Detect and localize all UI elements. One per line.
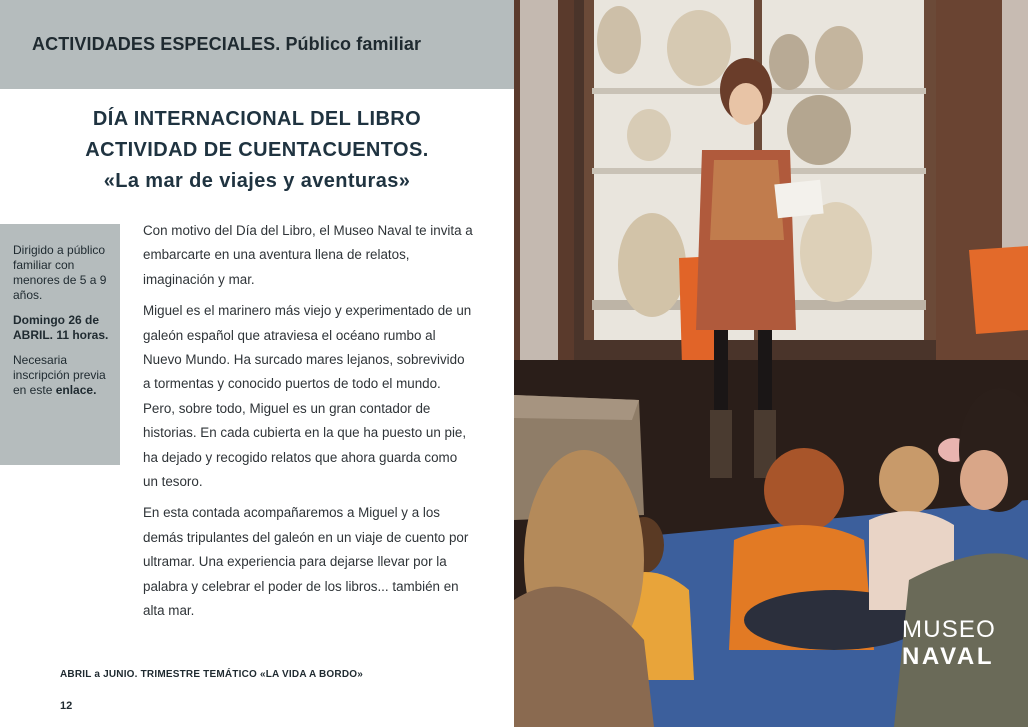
event-description — [143, 219, 473, 631]
quarter-theme-line: ABRIL a JUNIO. TRIMESTRE TEMÁTICO «LA VIDA A BORDO» — [60, 669, 363, 680]
museo-naval-logo — [902, 617, 1012, 671]
registration-info — [13, 353, 110, 398]
logo-line-2: NAVAL — [902, 643, 995, 670]
heading-line-3: «La mar de viajes y aventuras» — [103, 170, 411, 192]
event-info-sidebar — [0, 224, 120, 465]
event-heading — [0, 104, 514, 197]
section-title: ACTIVIDADES ESPECIALES. Público familiar — [32, 34, 422, 54]
audience-info: Dirigido a público familiar con menores de 5 a 9 años. — [13, 243, 107, 302]
header-band — [0, 0, 514, 89]
page-number: 12 — [60, 700, 73, 712]
heading-line-2: ACTIVIDAD DE CUENTACUENTOS. — [85, 139, 429, 161]
paragraph-story: Miguel es el marinero más viejo y experimentado de un galeón español que atraviesa el océano rumbo al Nuevo Mundo. Ha surcado mares lejanos, sobrevivido a tormentas y conocido puertos de todo el mundo. Pero, sobre todo, Miguel es un gran contador de historias. En cada cubierta en la que ha puesto un pie, ha dejado y recogido relatos que ahora guarda como un tesoro. — [143, 303, 472, 490]
registration-text: Necesaria inscripción previa en este — [13, 353, 106, 397]
heading-line-1: DÍA INTERNACIONAL DEL LIBRO — [92, 108, 422, 130]
paragraph-intro: Con motivo del Día del Libro, el Museo Naval te invita a embarcarte en una aventura llena de relatos, imaginación y mar. — [143, 223, 473, 287]
paragraph-closing: En esta contada acompañaremos a Miguel y a los demás tripulantes del galeón en un viaje de cuento por ultramar. Una experiencia para dejarse llevar por la palabra y celebrar el poder de los libros... también en alta mar. — [143, 505, 469, 619]
logo-line-1: MUSEO — [902, 616, 997, 643]
registration-link[interactable]: enlace. — [55, 383, 97, 397]
event-date: Domingo 26 de ABRIL. 11 horas. — [13, 313, 109, 342]
